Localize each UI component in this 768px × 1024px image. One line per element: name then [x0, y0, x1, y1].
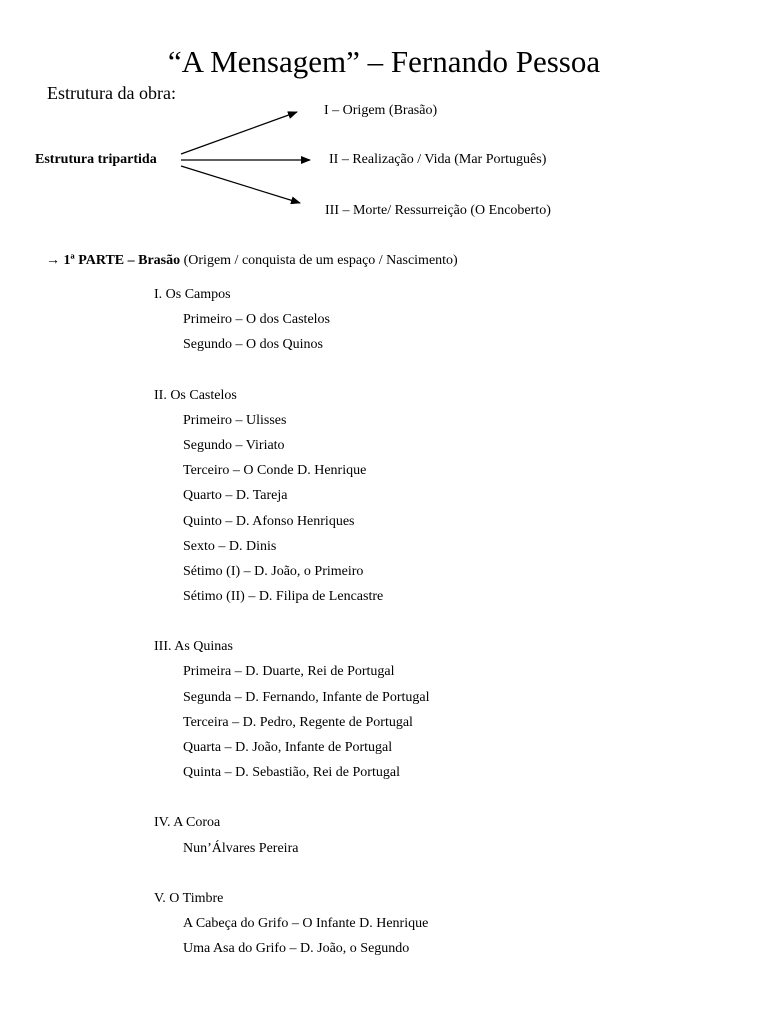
- arrow-to-branch-3: [181, 166, 300, 203]
- section: [154, 387, 430, 614]
- section-title: III. As Quinas: [154, 639, 233, 655]
- list-item: Primeiro – O dos Castelos: [183, 312, 330, 328]
- part-title: 1ª PARTE – Brasão: [63, 253, 181, 268]
- list-item: Quinto – D. Afonso Henriques: [183, 513, 355, 529]
- list-item: Terceiro – O Conde D. Henrique: [183, 463, 367, 479]
- list-item: Sexto – D. Dinis: [183, 538, 277, 554]
- list-item: Terceira – D. Pedro, Regente de Portugal: [183, 714, 413, 730]
- list-item: Nun’Álvares Pereira: [183, 840, 299, 856]
- list-item: Segundo – Viriato: [183, 437, 285, 453]
- structure-branch-3: III – Morte/ Ressurreição (O Encoberto): [325, 203, 551, 218]
- sections-list: [154, 286, 430, 990]
- part-description: (Origem / conquista de um espaço / Nascimento): [183, 253, 458, 268]
- structure-arrows: [0, 0, 768, 260]
- list-item: Sétimo (I) – D. João, o Primeiro: [183, 563, 364, 579]
- document-subtitle: Estrutura da obra:: [47, 83, 176, 103]
- list-item: Quarta – D. João, Infante de Portugal: [183, 740, 393, 755]
- list-item: A Cabeça do Grifo – O Infante D. Henrique: [183, 915, 429, 931]
- section: [154, 890, 430, 966]
- list-item: Quarto – D. Tareja: [183, 488, 288, 504]
- arrow-to-branch-1: [181, 112, 297, 154]
- list-item: Quinta – D. Sebastião, Rei de Portugal: [183, 765, 400, 781]
- list-item: Primeiro – Ulisses: [183, 412, 287, 428]
- section-title: V. O Timbre: [154, 890, 224, 906]
- document-title: “A Mensagem” – Fernando Pessoa: [167, 44, 601, 79]
- part-heading: [46, 253, 458, 269]
- section: [154, 814, 430, 864]
- section-title: II. Os Castelos: [154, 387, 237, 403]
- section-title: IV. A Coroa: [154, 815, 221, 831]
- list-item: Segunda – D. Fernando, Infante de Portugal: [183, 689, 430, 705]
- section: [154, 638, 430, 789]
- list-item: Sétimo (II) – D. Filipa de Lencastre: [183, 589, 384, 605]
- structure-branch-1: I – Origem (Brasão): [324, 103, 438, 118]
- structure-label: Estrutura tripartida: [35, 152, 157, 167]
- section-title: I. Os Campos: [154, 287, 231, 302]
- part-arrow: →: [46, 253, 60, 268]
- list-item: Segundo – O dos Quinos: [183, 337, 324, 353]
- list-item: Uma Asa do Grifo – D. João, o Segundo: [183, 941, 410, 957]
- list-item: Primeira – D. Duarte, Rei de Portugal: [183, 664, 395, 680]
- section: [154, 286, 430, 362]
- structure-branch-2: II – Realização / Vida (Mar Português): [329, 152, 547, 167]
